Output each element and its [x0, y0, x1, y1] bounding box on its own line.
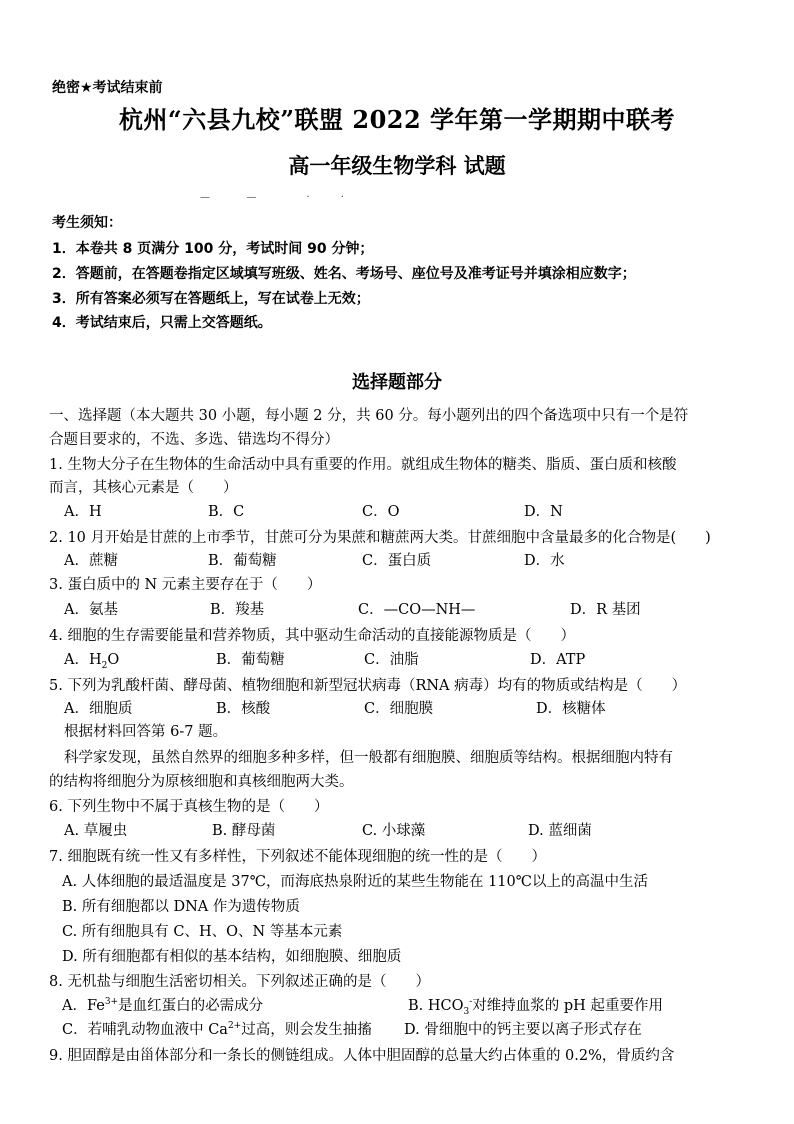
notice-item: 4．考试结束后，只需上交答题纸。 — [52, 315, 272, 331]
q4-option-b: B．葡萄糖 — [216, 652, 285, 668]
q3-option-d: D．R 基团 — [570, 602, 641, 618]
q6-option-c: C. 小球藻 — [362, 823, 426, 839]
q5-option-d: D．核糖体 — [536, 701, 606, 717]
exam-subtitle: 高一年级生物学科 试题 — [288, 153, 506, 178]
notice-item: 1．本卷共 8 页满分 100 分，考试时间 90 分钟； — [52, 241, 374, 257]
q1-option-d: D．N — [524, 504, 563, 520]
scan-artifact: — — · · — [200, 192, 346, 203]
q7-option-b: B. 所有细胞都以 DNA 作为遗传物质 — [62, 899, 300, 915]
q5-option-b: B．核酸 — [216, 701, 271, 717]
q3-option-c: C．—CO—NH— — [358, 602, 476, 618]
section-title: 选择题部分 — [352, 372, 442, 393]
question-5-stem: 5. 下列为乳酸杆菌、酵母菌、植物细胞和新型冠状病毒（RNA 病毒）均有的物质或结构是（ ） — [49, 678, 687, 694]
q2-option-a: A．蔗糖 — [64, 553, 118, 569]
instructions-line: 合题目要求的，不选、多选、错选均不得分） — [49, 432, 339, 448]
material-intro: 根据材料回答第 6-7 题。 — [64, 724, 228, 740]
q6-option-d: D. 蓝细菌 — [528, 823, 592, 839]
q6-option-b: B. 酵母菌 — [212, 823, 276, 839]
q1-option-a: A．H — [64, 504, 102, 520]
q8-option-c: C．若哺乳动物血液中 $Ca^{2+}$过高，则会发生抽搐 — [62, 1021, 372, 1038]
q2-option-d: D．水 — [524, 553, 565, 569]
q1-option-c: C．O — [362, 504, 400, 520]
confidential-label: 绝密★考试结束前 — [52, 80, 163, 96]
question-7-stem: 7. 细胞既有统一性又有多样性，下列叙述不能体现细胞的统一性的是（ ） — [49, 849, 546, 865]
material-text: 的结构将细胞分为原核细胞和真核细胞两大类。 — [49, 774, 354, 790]
q5-option-a: A．细胞质 — [64, 701, 133, 717]
q6-option-a: A. 草履虫 — [64, 823, 128, 839]
q3-option-b: B．羧基 — [210, 602, 265, 618]
exam-title: 杭州“六县九校”联盟 2022 学年第一学期期中联考 — [118, 105, 676, 134]
q7-option-d: D. 所有细胞都有相似的基本结构，如细胞膜、细胞质 — [62, 949, 402, 965]
question-3-stem: 3. 蛋白质中的 N 元素主要存在于（ ） — [49, 577, 322, 593]
q7-option-a: A. 人体细胞的最适温度是 37℃，而海底热泉附近的某些生物能在 110℃以上的高温中生活 — [62, 874, 648, 890]
q2-option-c: C．蛋白质 — [362, 553, 432, 569]
q2-option-b: B．葡萄糖 — [208, 553, 277, 569]
q8-option-d: D. 骨细胞中的钙主要以离子形式存在 — [404, 1022, 642, 1038]
q7-option-c: C. 所有细胞具有 C、H、O、N 等基本元素 — [62, 924, 343, 940]
q1-option-b: B．C — [208, 504, 245, 520]
q3-option-a: A．氨基 — [64, 602, 118, 618]
instructions-line: 一、选择题（本大题共 30 小题，每小题 2 分，共 60 分。每小题列出的四个备选项中只有一个是符 — [49, 408, 689, 424]
q4-option-c: C．油脂 — [364, 652, 419, 668]
notice-item: 3．所有答案必须写在答题纸上，写在试卷上无效； — [52, 291, 370, 307]
q5-option-c: C．细胞膜 — [364, 701, 434, 717]
q4-option-d: D．ATP — [530, 652, 586, 668]
question-9-stem: 9. 胆固醇是由甾体部分和一条长的侧链组成。人体中胆固醇的总量大约占体重的 0.2%，骨质约含 — [49, 1048, 675, 1064]
q8-option-a: A．$Fe^{3+}$是血红蛋白的必需成分 — [62, 997, 264, 1014]
question-6-stem: 6. 下列生物中不属于真核生物的是（ ） — [49, 799, 329, 815]
question-1-stem: 1. 生物大分子在生物体的生命活动中具有重要的作用。就组成生物体的糖类、脂质、蛋白质和核酸 — [49, 457, 677, 473]
notice-item: 2．答题前，在答题卷指定区域填写班级、姓名、考场号、座位号及准考证号并填涂相应数字； — [52, 266, 636, 282]
q4-option-a: A．$H_2O$ — [64, 652, 120, 671]
question-8-stem: 8. 无机盐与细胞生活密切相关。下列叙述正确的是（ ） — [49, 974, 430, 990]
question-1-stem: 而言，其核心元素是（ ） — [49, 480, 238, 496]
notice-heading: 考生须知： — [52, 215, 122, 231]
question-2-stem: 2. 10 月开始是甘蔗的上市季节，甘蔗可分为果蔗和糖蔗两大类。甘蔗细胞中含量最多的化合物是( ) — [49, 530, 711, 546]
q8-option-b: B. $HCO_3^-$对维持血浆的 pH 起重要作用 — [408, 997, 663, 1017]
question-4-stem: 4. 细胞的生存需要能量和营养物质，其中驱动生命活动的直接能源物质是（ ） — [49, 628, 575, 644]
material-text: 科学家发现，虽然自然界的细胞多种多样，但一般都有细胞膜、细胞质等结构。根据细胞内特有 — [64, 750, 673, 766]
